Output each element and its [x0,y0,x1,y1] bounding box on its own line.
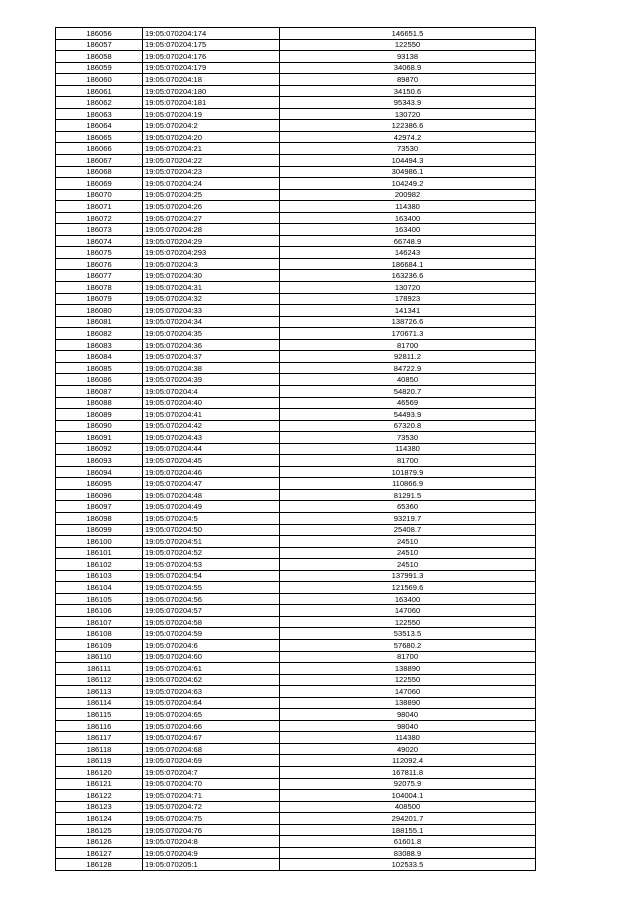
amount-cell: 186684.1 [280,258,536,270]
row-id-cell: 186125 [56,824,143,836]
row-id-cell: 186071 [56,201,143,213]
amount-cell: 112092.4 [280,755,536,767]
row-id-cell: 186120 [56,767,143,779]
row-id-cell: 186122 [56,790,143,802]
amount-cell: 163400 [280,224,536,236]
amount-cell: 92811.2 [280,351,536,363]
amount-cell: 294201.7 [280,813,536,825]
table-row [56,720,536,732]
cadastral-number-cell: 19:05:070204:175 [143,39,280,51]
row-id-cell: 186104 [56,582,143,594]
cadastral-number-cell: 19:05:070204:56 [143,593,280,605]
row-id-cell: 186108 [56,628,143,640]
table-row [56,501,536,513]
cadastral-number-cell: 19:05:070204:2 [143,120,280,132]
table-row [56,362,536,374]
row-id-cell: 186057 [56,39,143,51]
cadastral-number-cell: 19:05:070204:67 [143,732,280,744]
table-row [56,224,536,236]
cadastral-number-cell: 19:05:070204:70 [143,778,280,790]
amount-cell: 200982 [280,189,536,201]
cadastral-number-cell: 19:05:070204:181 [143,97,280,109]
cadastral-number-cell: 19:05:070204:174 [143,28,280,40]
cadastral-number-cell: 19:05:070204:28 [143,224,280,236]
amount-cell: 49020 [280,743,536,755]
amount-cell: 67320.8 [280,420,536,432]
cadastral-number-cell: 19:05:070204:6 [143,639,280,651]
table-row [56,847,536,859]
row-id-cell: 186073 [56,224,143,236]
row-id-cell: 186121 [56,778,143,790]
row-id-cell: 186105 [56,593,143,605]
table-row [56,74,536,86]
cadastral-number-cell: 19:05:070204:49 [143,501,280,513]
table-row [56,628,536,640]
cadastral-number-cell: 19:05:070204:22 [143,155,280,167]
table-row [56,478,536,490]
table-row [56,616,536,628]
row-id-cell: 186064 [56,120,143,132]
amount-cell: 114380 [280,201,536,213]
cadastral-number-cell: 19:05:070204:53 [143,559,280,571]
amount-cell: 34068.9 [280,62,536,74]
table-row [56,51,536,63]
amount-cell: 163400 [280,593,536,605]
table-row [56,108,536,120]
cadastral-number-cell: 19:05:070204:33 [143,305,280,317]
amount-cell: 93219.7 [280,512,536,524]
row-id-cell: 186109 [56,639,143,651]
table-row [56,39,536,51]
table-row [56,570,536,582]
row-id-cell: 186076 [56,258,143,270]
row-id-cell: 186096 [56,489,143,501]
table-row [56,374,536,386]
cadastral-number-cell: 19:05:070204:35 [143,328,280,340]
row-id-cell: 186058 [56,51,143,63]
table-row [56,235,536,247]
cadastral-number-cell: 19:05:070204:50 [143,524,280,536]
cadastral-number-cell: 19:05:070204:62 [143,674,280,686]
cadastral-number-cell: 19:05:070204:27 [143,212,280,224]
amount-cell: 147060 [280,686,536,698]
amount-cell: 95343.9 [280,97,536,109]
table-row [56,605,536,617]
table-row [56,686,536,698]
table-row [56,120,536,132]
table-row [56,409,536,421]
cadastral-number-cell: 19:05:070204:68 [143,743,280,755]
table-row [56,709,536,721]
row-id-cell: 186084 [56,351,143,363]
table-row [56,189,536,201]
table-row [56,489,536,501]
amount-cell: 66748.9 [280,235,536,247]
table-row [56,432,536,444]
table-row [56,62,536,74]
table-row [56,131,536,143]
row-id-cell: 186081 [56,316,143,328]
row-id-cell: 186085 [56,362,143,374]
row-id-cell: 186126 [56,836,143,848]
cadastral-number-cell: 19:05:070204:43 [143,432,280,444]
amount-cell: 114380 [280,443,536,455]
amount-cell: 54493.9 [280,409,536,421]
row-id-cell: 186117 [56,732,143,744]
amount-cell: 178923 [280,293,536,305]
row-id-cell: 186079 [56,293,143,305]
table-row [56,258,536,270]
amount-cell: 163400 [280,212,536,224]
table-row [56,767,536,779]
cadastral-number-cell: 19:05:070204:76 [143,824,280,836]
row-id-cell: 186127 [56,847,143,859]
table-row [56,305,536,317]
amount-cell: 73530 [280,432,536,444]
table-row [56,143,536,155]
table-row [56,790,536,802]
row-id-cell: 186067 [56,155,143,167]
amount-cell: 122550 [280,616,536,628]
amount-cell: 114380 [280,732,536,744]
cadastral-number-cell: 19:05:070204:51 [143,536,280,548]
cadastral-number-cell: 19:05:070204:64 [143,697,280,709]
cadastral-number-cell: 19:05:070204:72 [143,801,280,813]
amount-cell: 122550 [280,674,536,686]
data-table [55,27,536,871]
row-id-cell: 186097 [56,501,143,513]
cadastral-number-cell: 19:05:070204:8 [143,836,280,848]
row-id-cell: 186075 [56,247,143,259]
table-row [56,85,536,97]
table-row [56,824,536,836]
row-id-cell: 186056 [56,28,143,40]
table-row [56,339,536,351]
amount-cell: 81700 [280,339,536,351]
cadastral-number-cell: 19:05:070204:69 [143,755,280,767]
cadastral-number-cell: 19:05:070204:31 [143,282,280,294]
table-row [56,559,536,571]
cadastral-number-cell: 19:05:070204:18 [143,74,280,86]
cadastral-number-cell: 19:05:070204:20 [143,131,280,143]
table-row [56,524,536,536]
cadastral-number-cell: 19:05:070204:58 [143,616,280,628]
cadastral-number-cell: 19:05:070204:29 [143,235,280,247]
row-id-cell: 186061 [56,85,143,97]
amount-cell: 25408.7 [280,524,536,536]
row-id-cell: 186124 [56,813,143,825]
amount-cell: 170671.3 [280,328,536,340]
row-id-cell: 186090 [56,420,143,432]
row-id-cell: 186069 [56,178,143,190]
row-id-cell: 186106 [56,605,143,617]
cadastral-number-cell: 19:05:070204:39 [143,374,280,386]
table-row [56,547,536,559]
cadastral-number-cell: 19:05:070204:40 [143,397,280,409]
row-id-cell: 186094 [56,466,143,478]
row-id-cell: 186082 [56,328,143,340]
table-row [56,651,536,663]
row-id-cell: 186099 [56,524,143,536]
table-row [56,201,536,213]
row-id-cell: 186060 [56,74,143,86]
amount-cell: 93138 [280,51,536,63]
row-id-cell: 186080 [56,305,143,317]
cadastral-number-cell: 19:05:070204:25 [143,189,280,201]
cadastral-number-cell: 19:05:070204:45 [143,455,280,467]
row-id-cell: 186100 [56,536,143,548]
row-id-cell: 186103 [56,570,143,582]
table-row [56,536,536,548]
table-row [56,466,536,478]
table-row [56,663,536,675]
amount-cell: 138890 [280,697,536,709]
table-row [56,813,536,825]
amount-cell: 81291.5 [280,489,536,501]
amount-cell: 84722.9 [280,362,536,374]
cadastral-number-cell: 19:05:070204:180 [143,85,280,97]
cadastral-number-cell: 19:05:070204:46 [143,466,280,478]
amount-cell: 81700 [280,455,536,467]
cadastral-number-cell: 19:05:070204:44 [143,443,280,455]
row-id-cell: 186114 [56,697,143,709]
amount-cell: 89870 [280,74,536,86]
row-id-cell: 186062 [56,97,143,109]
amount-cell: 121569.6 [280,582,536,594]
cadastral-number-cell: 19:05:070204:34 [143,316,280,328]
table-row [56,674,536,686]
table-row [56,443,536,455]
table-row [56,293,536,305]
table-row [56,397,536,409]
cadastral-number-cell: 19:05:070204:57 [143,605,280,617]
table-row [56,178,536,190]
cadastral-number-cell: 19:05:070204:52 [143,547,280,559]
row-id-cell: 186095 [56,478,143,490]
table-row [56,28,536,40]
table-row [56,385,536,397]
row-id-cell: 186123 [56,801,143,813]
amount-cell: 104249.2 [280,178,536,190]
table-row [56,778,536,790]
row-id-cell: 186098 [56,512,143,524]
cadastral-number-cell: 19:05:070204:176 [143,51,280,63]
amount-cell: 130720 [280,282,536,294]
row-id-cell: 186089 [56,409,143,421]
amount-cell: 304986.1 [280,166,536,178]
row-id-cell: 186068 [56,166,143,178]
amount-cell: 167811.8 [280,767,536,779]
table-row [56,212,536,224]
table-row [56,836,536,848]
table-row [56,593,536,605]
amount-cell: 130720 [280,108,536,120]
cadastral-number-cell: 19:05:070204:60 [143,651,280,663]
amount-cell: 141341 [280,305,536,317]
amount-cell: 65360 [280,501,536,513]
amount-cell: 110866.9 [280,478,536,490]
row-id-cell: 186078 [56,282,143,294]
cadastral-number-cell: 19:05:070204:9 [143,847,280,859]
amount-cell: 98040 [280,709,536,721]
table-body [56,28,536,871]
table-row [56,801,536,813]
amount-cell: 147060 [280,605,536,617]
table-row [56,639,536,651]
row-id-cell: 186066 [56,143,143,155]
table-row [56,282,536,294]
cadastral-number-cell: 19:05:070204:24 [143,178,280,190]
cadastral-number-cell: 19:05:070204:26 [143,201,280,213]
row-id-cell: 186091 [56,432,143,444]
table-row [56,420,536,432]
amount-cell: 24510 [280,536,536,548]
amount-cell: 102533.5 [280,859,536,871]
amount-cell: 122386.6 [280,120,536,132]
amount-cell: 146243 [280,247,536,259]
cadastral-number-cell: 19:05:070204:54 [143,570,280,582]
cadastral-number-cell: 19:05:070204:36 [143,339,280,351]
cadastral-number-cell: 19:05:070204:61 [143,663,280,675]
cadastral-number-cell: 19:05:070204:55 [143,582,280,594]
amount-cell: 122550 [280,39,536,51]
row-id-cell: 186059 [56,62,143,74]
row-id-cell: 186083 [56,339,143,351]
table-row [56,351,536,363]
row-id-cell: 186118 [56,743,143,755]
row-id-cell: 186107 [56,616,143,628]
table-row [56,247,536,259]
amount-cell: 101879.9 [280,466,536,478]
amount-cell: 54820.7 [280,385,536,397]
table-row [56,743,536,755]
row-id-cell: 186128 [56,859,143,871]
row-id-cell: 186072 [56,212,143,224]
row-id-cell: 186065 [56,131,143,143]
row-id-cell: 186093 [56,455,143,467]
row-id-cell: 186088 [56,397,143,409]
row-id-cell: 186116 [56,720,143,732]
cadastral-number-cell: 19:05:070204:32 [143,293,280,305]
cadastral-number-cell: 19:05:070204:71 [143,790,280,802]
cadastral-number-cell: 19:05:070204:48 [143,489,280,501]
cadastral-number-cell: 19:05:070204:63 [143,686,280,698]
cadastral-number-cell: 19:05:070204:3 [143,258,280,270]
cadastral-number-cell: 19:05:070204:293 [143,247,280,259]
table-row [56,582,536,594]
table-row [56,155,536,167]
table-row [56,166,536,178]
table-row [56,328,536,340]
row-id-cell: 186110 [56,651,143,663]
amount-cell: 24510 [280,547,536,559]
amount-cell: 104004.1 [280,790,536,802]
cadastral-number-cell: 19:05:070204:21 [143,143,280,155]
table-row [56,270,536,282]
amount-cell: 61601.8 [280,836,536,848]
amount-cell: 138726.6 [280,316,536,328]
row-id-cell: 186102 [56,559,143,571]
table-row [56,316,536,328]
cadastral-number-cell: 19:05:070204:5 [143,512,280,524]
cadastral-number-cell: 19:05:070204:179 [143,62,280,74]
amount-cell: 73530 [280,143,536,155]
table-row [56,97,536,109]
amount-cell: 408500 [280,801,536,813]
amount-cell: 24510 [280,559,536,571]
amount-cell: 137991.3 [280,570,536,582]
amount-cell: 92075.9 [280,778,536,790]
cadastral-number-cell: 19:05:070204:65 [143,709,280,721]
cadastral-number-cell: 19:05:070204:37 [143,351,280,363]
cadastral-number-cell: 19:05:070204:75 [143,813,280,825]
row-id-cell: 186063 [56,108,143,120]
table-row [56,859,536,871]
cadastral-number-cell: 19:05:070204:19 [143,108,280,120]
row-id-cell: 186070 [56,189,143,201]
amount-cell: 83088.9 [280,847,536,859]
row-id-cell: 186074 [56,235,143,247]
cadastral-number-cell: 19:05:070204:66 [143,720,280,732]
amount-cell: 42974.2 [280,131,536,143]
amount-cell: 146651.5 [280,28,536,40]
amount-cell: 40850 [280,374,536,386]
cadastral-number-cell: 19:05:070204:38 [143,362,280,374]
row-id-cell: 186112 [56,674,143,686]
row-id-cell: 186077 [56,270,143,282]
cadastral-number-cell: 19:05:070204:59 [143,628,280,640]
cadastral-number-cell: 19:05:070204:47 [143,478,280,490]
row-id-cell: 186115 [56,709,143,721]
amount-cell: 34150.6 [280,85,536,97]
table-row [56,732,536,744]
table-row [56,455,536,467]
amount-cell: 57680.2 [280,639,536,651]
cadastral-number-cell: 19:05:070204:42 [143,420,280,432]
cadastral-number-cell: 19:05:070205:1 [143,859,280,871]
amount-cell: 53513.5 [280,628,536,640]
table-row [56,697,536,709]
row-id-cell: 186101 [56,547,143,559]
amount-cell: 138890 [280,663,536,675]
cadastral-number-cell: 19:05:070204:30 [143,270,280,282]
table-row [56,755,536,767]
cadastral-number-cell: 19:05:070204:23 [143,166,280,178]
row-id-cell: 186087 [56,385,143,397]
amount-cell: 163236.6 [280,270,536,282]
amount-cell: 188155.1 [280,824,536,836]
cadastral-number-cell: 19:05:070204:7 [143,767,280,779]
table-row [56,512,536,524]
row-id-cell: 186092 [56,443,143,455]
amount-cell: 104494.3 [280,155,536,167]
amount-cell: 98040 [280,720,536,732]
cadastral-number-cell: 19:05:070204:4 [143,385,280,397]
row-id-cell: 186119 [56,755,143,767]
row-id-cell: 186111 [56,663,143,675]
cadastral-number-cell: 19:05:070204:41 [143,409,280,421]
amount-cell: 81700 [280,651,536,663]
amount-cell: 46569 [280,397,536,409]
row-id-cell: 186113 [56,686,143,698]
row-id-cell: 186086 [56,374,143,386]
